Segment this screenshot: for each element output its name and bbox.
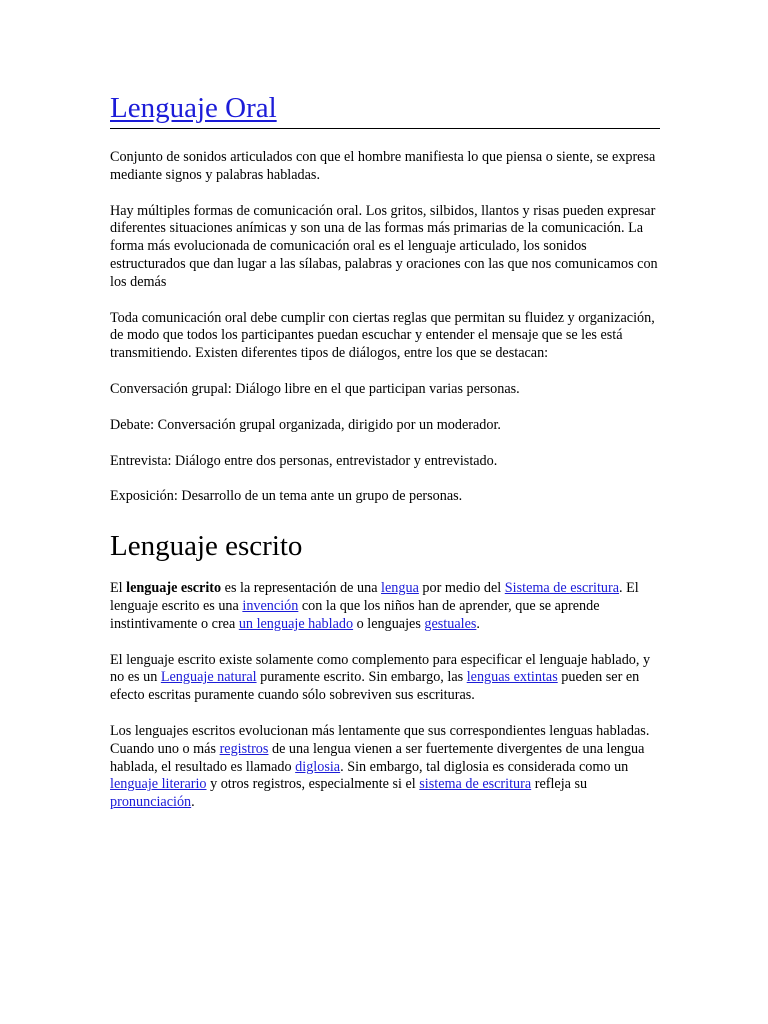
heading-lenguaje-oral [110,88,660,129]
text-run: y otros registros, especialmente si el [206,776,420,793]
paragraph-dialog-exposicion: Exposición: Desarrollo de un tema ante un grupo de personas. [110,488,463,505]
text-run: con la que los niños han de aprender, que se aprende instintivamente o crea [110,597,600,632]
heading-lenguaje-escrito: Lenguaje escrito [110,530,303,563]
heading-lenguaje-oral-link[interactable]: Lenguaje Oral [110,92,277,124]
link-registros[interactable]: registros [219,740,269,757]
link-pronunciacion[interactable]: pronunciación [110,794,192,811]
text-run: . El lenguaje escrito es una [110,580,639,614]
text-run: Los lenguajes escritos evolucionan más lentamente que sus correspondientes lenguas habladas. Cuando uno o más [110,722,650,757]
bold-term: lenguaje escrito [126,580,222,597]
text-run: es la representación de una [221,580,382,597]
link-sistema-de-escritura-2[interactable]: sistema de escritura [419,776,532,793]
text-run: El [110,580,127,597]
paragraph-escrito-evolucion [110,723,660,812]
paragraph-dialog-debate: Debate: Conversación grupal organizada, dirigido por un moderador. [110,416,501,433]
text-run: El lenguaje escrito existe solamente como complemento para especificar el lenguaje hablado, y no es un [110,651,651,686]
link-diglosia[interactable]: diglosia [295,758,341,775]
link-sistema-de-escritura[interactable]: Sistema de escritura [504,580,620,597]
link-gestuales[interactable]: gestuales [424,615,477,632]
text-run: de una lengua vienen a ser fuertemente divergentes de una lengua hablada, el resultado es llamado [110,740,645,775]
document-page [110,88,660,812]
text-run: . [476,615,480,632]
paragraph-dialog-entrevista: Entrevista: Diálogo entre dos personas, entrevistador y entrevistado. [110,452,498,469]
link-lenguas-extintas[interactable]: lenguas extintas [466,669,558,686]
text-run: o lenguajes [353,615,425,632]
text-run: puramente escrito. Sin embargo, las [256,669,467,686]
link-lenguaje-hablado[interactable]: un lenguaje hablado [238,615,354,632]
link-lengua[interactable]: lengua [381,580,419,597]
text-run: refleja su [531,776,588,793]
paragraph-dialog-conversacion: Conversación grupal: Diálogo libre en el que participan varias personas. [110,380,520,397]
link-lenguaje-natural[interactable]: Lenguaje natural [160,669,257,686]
link-lenguaje-literario[interactable]: lenguaje literario [110,776,207,793]
text-run: pueden ser en efecto escritas puramente cuando sólo sobreviven sus escrituras. [110,669,640,704]
text-run: por medio del [418,580,505,597]
paragraph-oral-definition: Conjunto de sonidos articulados con que el hombre manifiesta lo que piensa o siente, se expresa mediante signos y palabras habladas. [110,149,656,183]
text-run: . Sin embargo, tal diglosia es considerada como un [340,758,629,775]
paragraph-oral-rules: Toda comunicación oral debe cumplir con ciertas reglas que permitan su fluidez y organización, de modo que todos los participantes puedan escuchar y entender el mensaje que se les está transmitiendo. Existen diferentes tipos de diálogos, entre los que se destacan: [110,309,655,362]
link-invencion[interactable]: invención [242,597,299,614]
paragraph-escrito-definition [110,580,660,633]
paragraph-oral-forms: Hay múltiples formas de comunicación oral. Los gritos, silbidos, llantos y risas pueden expresar diferentes situaciones anímicas y son una de las formas más primarias de la comunicación. La forma más evolucionada de comunicación oral es el lenguaje articulado, los sonidos estructurados que dan lugar a las sílabas, palabras y oraciones con las que nos comunicamos con los demás [110,202,658,290]
paragraph-escrito-complemento [110,652,660,705]
text-run: . [191,794,195,811]
